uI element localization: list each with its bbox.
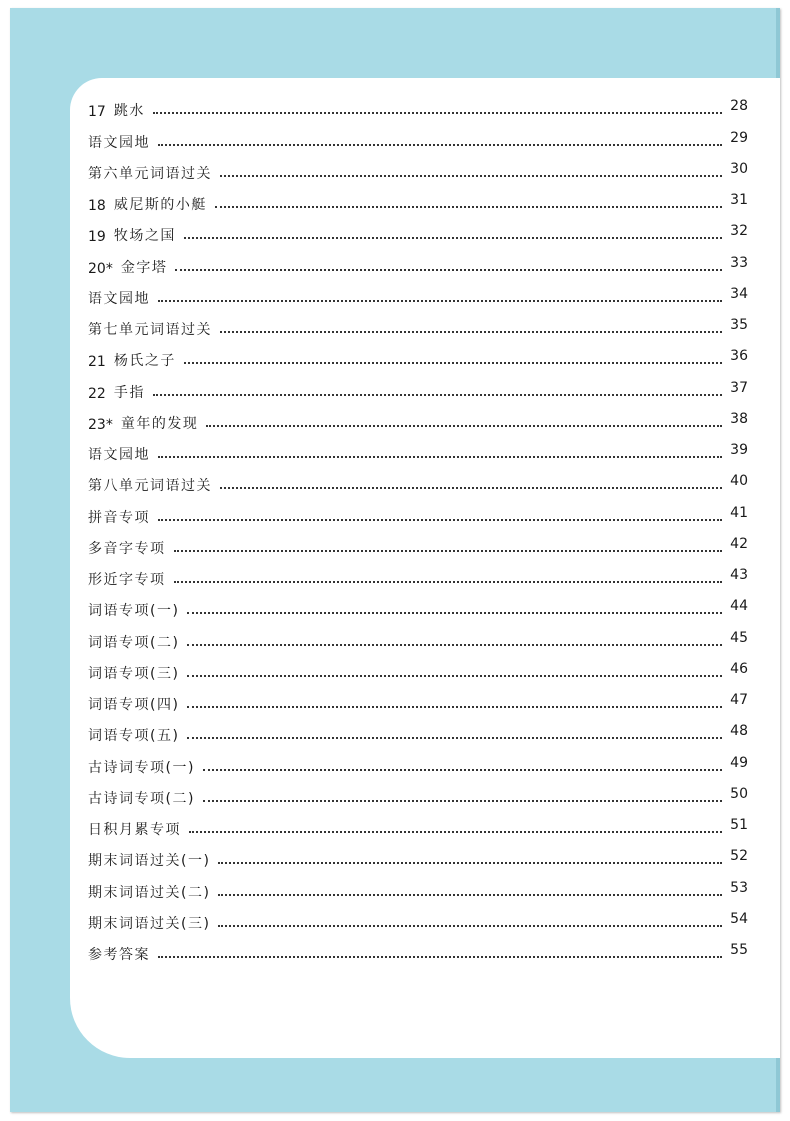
toc-entry[interactable] — [88, 714, 748, 745]
dot-leader — [187, 611, 722, 614]
dot-leader — [153, 393, 722, 396]
dot-leader — [203, 799, 722, 802]
toc-entry-page: 48 — [730, 723, 748, 740]
toc-entry-title: 多音字专项 — [88, 540, 166, 557]
dot-leader — [218, 924, 722, 927]
dot-leader — [187, 643, 722, 646]
toc-entry-number: 22 — [88, 385, 106, 402]
dot-leader — [203, 768, 722, 771]
toc-entry-page: 29 — [730, 129, 748, 146]
toc-entry-page: 55 — [730, 942, 748, 958]
toc-entry[interactable] — [88, 120, 748, 151]
toc-entry-number: 21 — [88, 354, 106, 371]
toc-entry-page: 28 — [730, 98, 748, 115]
toc-entry[interactable] — [88, 245, 748, 276]
toc-entry-title: 形近字专项 — [88, 572, 166, 588]
toc-entry-title: 参考答案 — [88, 947, 150, 963]
toc-entry-title: 古诗词专项(一) — [88, 759, 195, 776]
toc-entry-page: 46 — [730, 660, 748, 677]
dot-leader — [184, 361, 722, 364]
toc-entry-page: 36 — [730, 348, 748, 365]
toc-entry-title: 期末词语过关(一) — [88, 853, 211, 870]
toc-entry-page: 34 — [730, 285, 748, 302]
toc-entry-title: 词语专项(五) — [88, 728, 180, 745]
toc-entry-page: 39 — [730, 442, 748, 458]
toc-entry-page: 50 — [730, 785, 748, 802]
toc-entry-page: 38 — [730, 410, 748, 427]
toc-entry[interactable] — [88, 495, 748, 526]
toc-entry[interactable] — [88, 308, 748, 339]
dot-leader — [174, 580, 723, 583]
dot-leader — [158, 299, 722, 302]
toc-entry-number: 19 — [88, 229, 106, 246]
toc-entry-number: 18 — [88, 198, 106, 214]
dot-leader — [218, 893, 722, 896]
toc-entry-title: 手指 — [113, 384, 145, 401]
toc-entry-page: 30 — [730, 160, 748, 177]
toc-entry-page: 41 — [730, 504, 748, 521]
dot-leader — [218, 861, 722, 864]
toc-entry-page: 37 — [730, 379, 748, 396]
toc-entry-page: 53 — [730, 879, 748, 896]
toc-entry-number: 17 — [88, 104, 106, 121]
toc-entry-title: 语文园地 — [88, 447, 150, 463]
toc-entry-title: 古诗词专项(二) — [88, 790, 195, 807]
toc-entry-page: 45 — [730, 629, 748, 646]
toc-entry-title: 牧场之国 — [113, 228, 176, 245]
toc-entry-title: 第八单元词语过关 — [88, 478, 212, 495]
toc-entry-title: 杨氏之子 — [113, 353, 176, 370]
dot-leader — [158, 455, 722, 458]
dot-leader — [220, 486, 722, 489]
toc-entry[interactable] — [88, 620, 748, 651]
toc-entry-title: 词语专项(一) — [88, 603, 180, 620]
dot-leader — [158, 955, 722, 958]
dot-leader — [215, 205, 722, 208]
toc-entry-title: 语文园地 — [88, 134, 150, 151]
toc-entry-title: 金字塔 — [120, 259, 168, 276]
toc-entry[interactable] — [88, 558, 748, 589]
dot-leader — [220, 174, 722, 177]
toc-entry[interactable] — [88, 839, 748, 870]
toc-entry-page: 43 — [730, 567, 748, 583]
toc-entry-page: 35 — [730, 317, 748, 333]
toc-entry-page: 52 — [730, 848, 748, 865]
toc-entry-title: 第六单元词语过关 — [88, 165, 212, 182]
toc-entry[interactable] — [88, 589, 748, 620]
toc-entry[interactable] — [88, 152, 748, 183]
toc-entry[interactable] — [88, 870, 748, 901]
toc-entry-title: 期末词语过关(二) — [88, 884, 211, 901]
toc-entry-title: 词语专项(三) — [88, 665, 180, 682]
toc-entry[interactable] — [88, 183, 748, 214]
toc-entry-page: 40 — [730, 473, 748, 490]
dot-leader — [187, 674, 722, 677]
toc-entry-page: 31 — [730, 192, 748, 208]
dot-leader — [184, 236, 722, 239]
toc-entry[interactable] — [88, 464, 748, 495]
toc-entry-number: 20* — [88, 260, 113, 277]
toc-entry-title: 第七单元词语过关 — [88, 322, 212, 338]
toc-entry-page: 47 — [730, 692, 748, 708]
toc-entry-page: 49 — [730, 754, 748, 771]
toc-entry-title: 童年的发现 — [120, 415, 199, 432]
toc-entry[interactable] — [88, 402, 748, 433]
toc-entry-title: 跳水 — [113, 103, 145, 120]
toc-entry[interactable] — [88, 933, 748, 964]
toc-entry-page: 54 — [730, 910, 748, 927]
dot-leader — [174, 549, 723, 552]
toc-entry[interactable] — [88, 527, 748, 558]
toc-entry-title: 日积月累专项 — [88, 822, 181, 838]
toc-entry[interactable] — [88, 777, 748, 808]
toc-entry[interactable] — [88, 370, 748, 401]
toc-entry-page: 44 — [730, 598, 748, 615]
toc-entry-title: 词语专项(四) — [88, 697, 180, 713]
toc-entry-title: 语文园地 — [88, 290, 150, 307]
toc-entry[interactable] — [88, 214, 748, 245]
toc-entry[interactable] — [88, 89, 748, 120]
toc-entry[interactable] — [88, 339, 748, 370]
toc-entry-page: 42 — [730, 535, 748, 552]
toc-entry-page: 51 — [730, 817, 748, 833]
toc-entry-title: 词语专项(二) — [88, 634, 180, 651]
toc-entry-page: 33 — [730, 254, 748, 271]
dot-leader — [187, 705, 722, 708]
dot-leader — [153, 111, 722, 114]
toc-entry[interactable] — [88, 683, 748, 714]
toc-entry-page: 32 — [730, 223, 748, 240]
toc-entry[interactable] — [88, 652, 748, 683]
dot-leader — [187, 736, 722, 739]
toc-entry-number: 23* — [88, 416, 113, 433]
toc-entry-title: 期末词语过关(三) — [88, 915, 211, 932]
dot-leader — [158, 518, 722, 521]
dot-leader — [206, 424, 722, 427]
toc-entry[interactable] — [88, 808, 748, 839]
dot-leader — [220, 330, 722, 333]
dot-leader — [158, 143, 722, 146]
toc-entry[interactable] — [88, 277, 748, 308]
toc-entry[interactable] — [88, 902, 748, 933]
toc-entry-title: 威尼斯的小艇 — [113, 197, 207, 213]
toc-entry-title: 拼音专项 — [88, 509, 150, 526]
toc-entry[interactable] — [88, 433, 748, 464]
dot-leader — [175, 268, 722, 271]
dot-leader — [189, 830, 722, 833]
table-of-contents — [88, 89, 748, 964]
toc-entry[interactable] — [88, 745, 748, 776]
